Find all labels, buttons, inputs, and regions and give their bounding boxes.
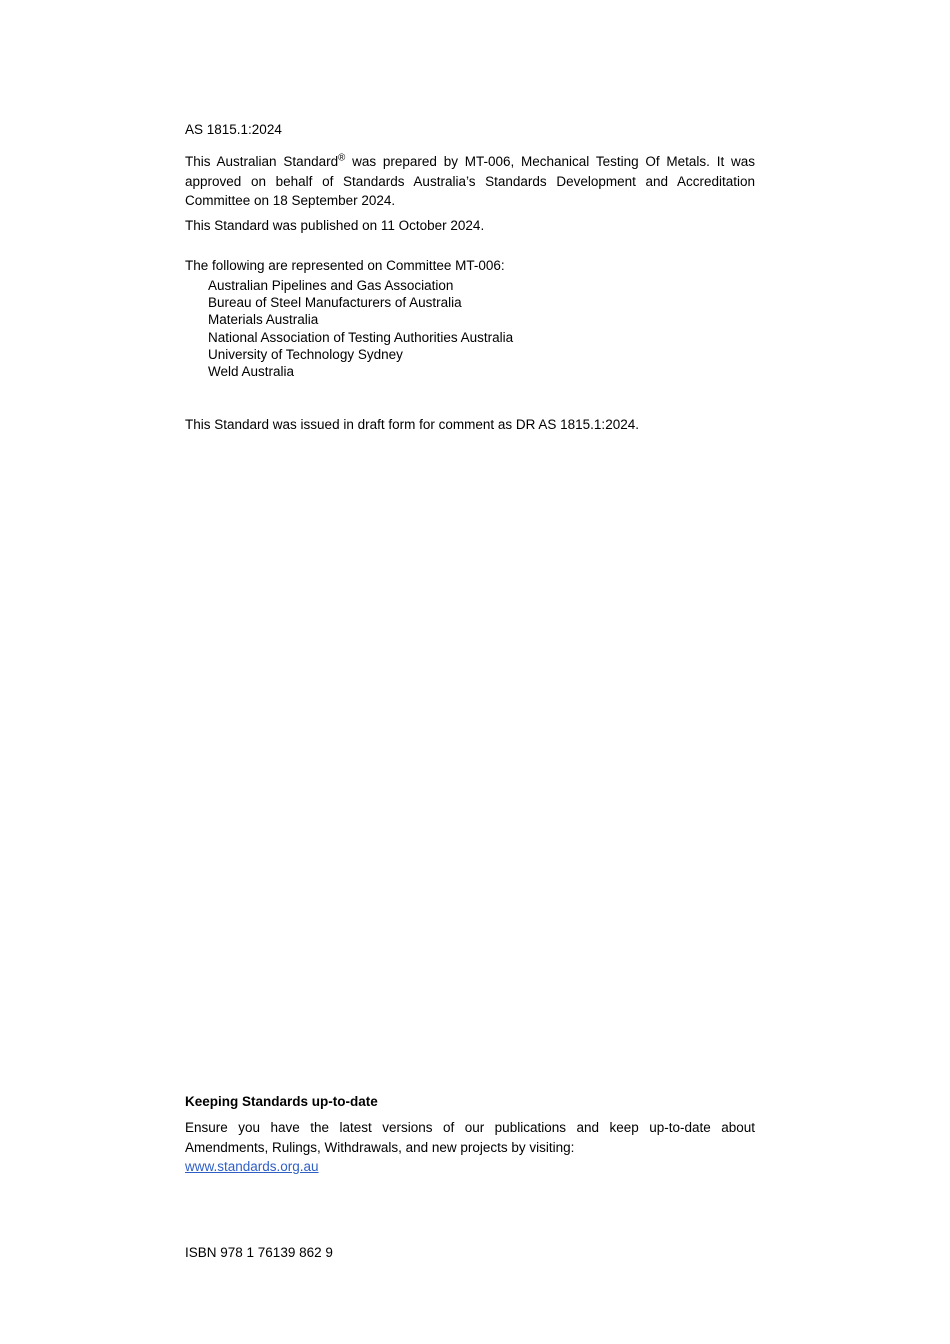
- committee-intro: The following are represented on Committee MT-006:: [185, 258, 505, 273]
- committee-member: Australian Pipelines and Gas Association: [208, 278, 454, 293]
- isbn-line: ISBN 978 1 76139 862 9: [185, 1245, 333, 1260]
- keeping-standards-heading: Keeping Standards up-to-date: [185, 1094, 378, 1109]
- registered-trademark-symbol: ®: [338, 152, 346, 164]
- draft-comment-note: This Standard was issued in draft form for comment as DR AS 1815.1:2024.: [185, 417, 639, 432]
- website-link-line: [185, 1158, 755, 1176]
- prepared-paragraph-prefix: This Australian Standard: [185, 154, 339, 169]
- committee-member: Weld Australia: [208, 364, 295, 380]
- prepared-paragraph-suffix: was prepared by MT-006, Mechanical Testing Of Metals. It was approved on behalf of Standards Australia’s Standards Development and Accreditation Committee on 18 September 2024.: [185, 154, 755, 208]
- published-paragraph: This Standard was published on 11 October 2024.: [185, 218, 485, 233]
- committee-member: Materials Australia: [208, 312, 319, 328]
- standard-code: AS 1815.1:2024: [185, 122, 282, 137]
- committee-member: National Association of Testing Authorities Australia: [208, 329, 514, 345]
- committee-list: [208, 277, 755, 380]
- committee-member: Bureau of Steel Manufacturers of Australia: [208, 295, 462, 311]
- committee-member: University of Technology Sydney: [208, 346, 403, 362]
- standards-website-link[interactable]: www.standards.org.au: [185, 1159, 319, 1174]
- keeping-standards-paragraph: Ensure you have the latest versions of our publications and keep up-to-date about Amendments, Rulings, Withdrawals, and new projects by visiting:: [185, 1120, 755, 1155]
- prepared-paragraph: [185, 152, 755, 211]
